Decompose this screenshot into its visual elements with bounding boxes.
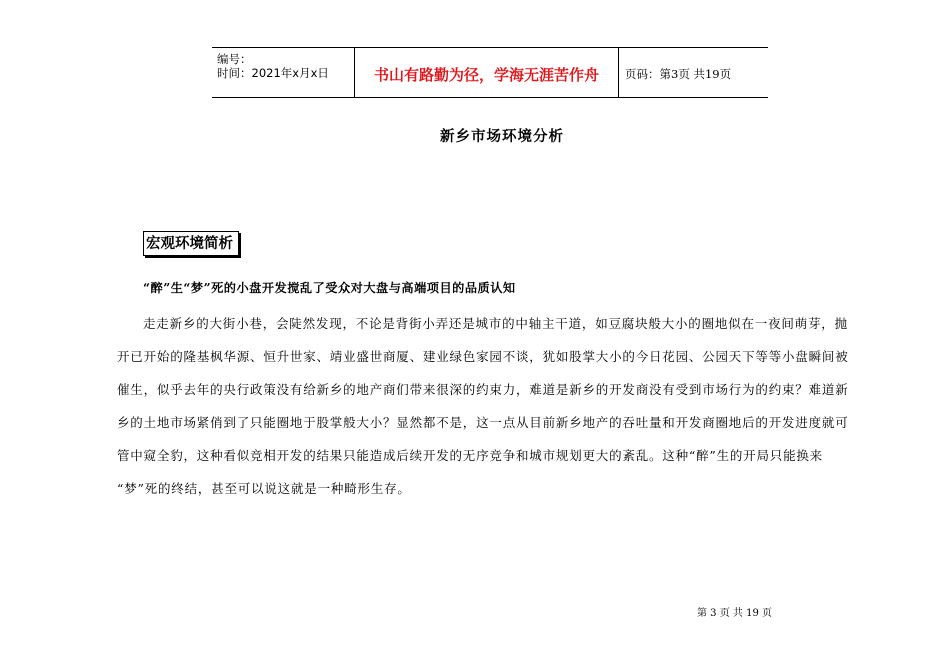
header-page-cell: [619, 48, 768, 97]
section-heading: 宏观环境简析: [143, 231, 239, 256]
paragraph-line: 乡的土地市场紧俏到了只能圈地于股掌般大小？显然都不是，这一点从目前新乡地产的吞吐量和开发商圈地后的开发进度就可: [117, 415, 849, 430]
header-meta-cell: [212, 48, 354, 97]
paragraph-line: 走走新乡的大街小巷，会陡然发现，不论是背街小弄还是城市的中轴主干道，如豆腐块般大小的圈地似在一夜间萌芽，抛: [143, 316, 848, 331]
document-number-label: 编号：: [217, 52, 252, 66]
page-footer: 第 3 页 共 19 页: [697, 608, 772, 619]
paragraph-line: “梦”死的终结，甚至可以说这就是一种畸形生存。: [117, 481, 411, 496]
paragraph-line: 管中窥全豹，这种看似竞相开发的结果只能造成后续开发的无序竞争和城市规划更大的紊乱。这种“醉”生的开局只能换来: [117, 448, 823, 463]
paragraph-line: 开已开始的隆基枫华源、恒升世家、靖业盛世商厦、建业绿色家园不谈，犹如股掌大小的今日花园、公园天下等等小盘瞬间被: [117, 349, 849, 364]
document-time-label: 时间：2021年x月x日: [217, 66, 329, 80]
header-motto-cell: [354, 48, 619, 97]
header-page-code: 页码：第3页 共19页: [625, 67, 732, 81]
section-subtitle: “醉”生“梦”死的小盘开发搅乱了受众对大盘与高端项目的品质认知: [143, 281, 516, 295]
header-motto: 书山有路勤为径，学海无涯苦作舟: [373, 66, 599, 84]
paragraph-line: 催生，似乎去年的央行政策没有给新乡的地产商们带来很深的约束力，难道是新乡的开发商没有受到市场行为的约束？难道新: [117, 382, 849, 397]
document-header: [212, 47, 768, 98]
document-title: 新乡市场环境分析: [440, 128, 564, 145]
